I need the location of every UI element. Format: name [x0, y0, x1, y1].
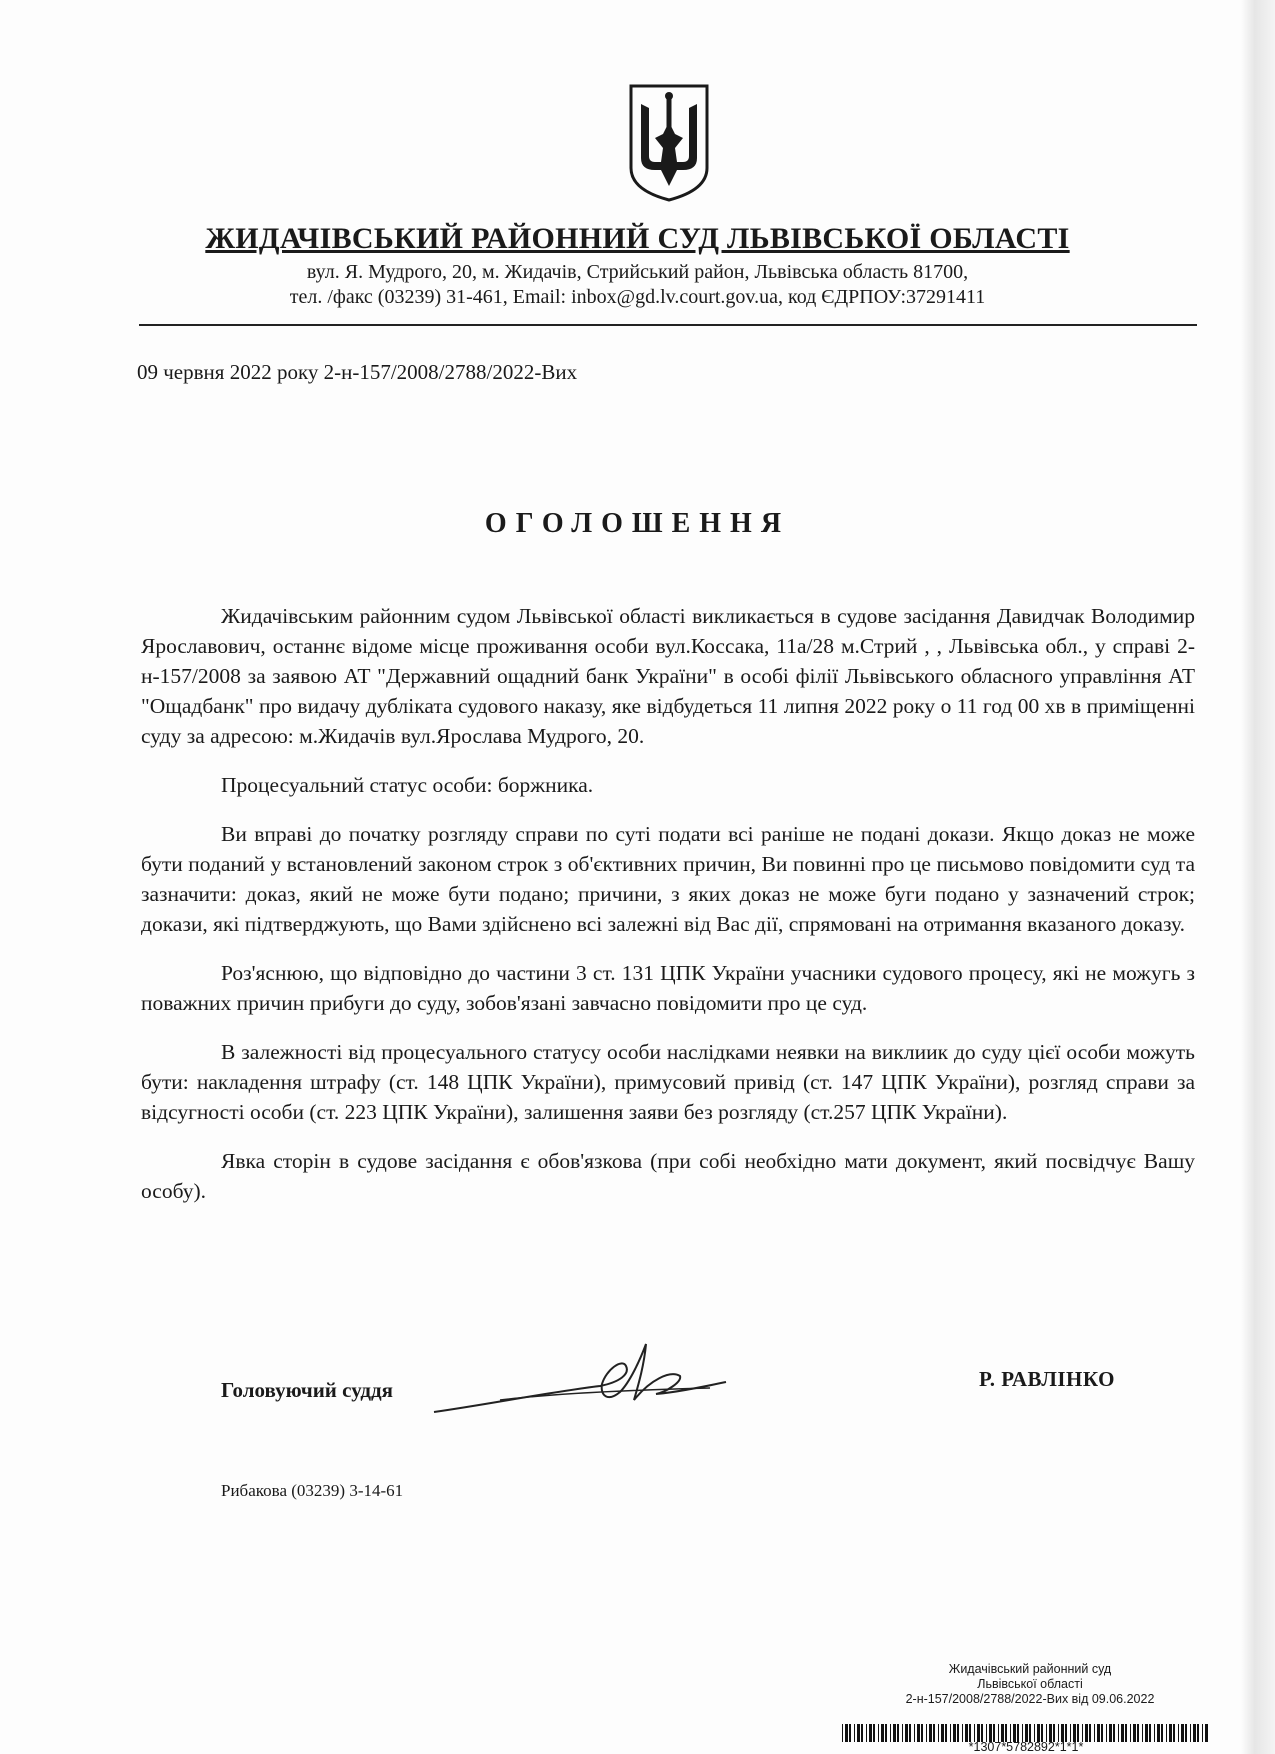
paragraph-consequences: В залежності від процесуального статусу особи наслідками неявки на виклиик до суду цієї особи можуть бути: накладення штрафу (ст. 148 ЦПК України), примусовий привід (ст. 147 ЦПК України), розгляд справи за відсугності особи (ст. 223 ЦПК України), залишення заяви без розгляду (ст.257 ЦПК України). [141, 1040, 1195, 1124]
handwritten-signature [430, 1336, 730, 1426]
stamp-region: Львівської області [977, 1677, 1083, 1691]
court-address: вул. Я. Мудрого, 20, м. Жидачів, Стрийський район, Львівська область 81700, [306, 261, 969, 283]
court-name-heading: ЖИДАЧІВСЬКИЙ РАЙОННИЙ СУД ЛЬВІВСЬКОЇ ОБЛАСТІ [205, 222, 1070, 255]
stamp-reference: 2-н-157/2008/2788/2022-Вих від 09.06.2022 [905, 1692, 1155, 1706]
barcode-number: *1307*5782892*1*1* [968, 1740, 1084, 1754]
registration-stamp [830, 1662, 1230, 1707]
ukraine-coat-of-arms-icon [625, 82, 713, 204]
paragraph-summons: Жидачівським районним судом Львівської області викликається в судове засідання Давидчак Володимир Ярославович, останнє відоме місце проживання особи вул.Коссака, 11а/28 м.Стрий , , Львівська обл., у справі 2-н-157/2008 за заявою АТ "Державний ощадний банк України" в особі філії Львівського обласного управління АТ "Ощадбанк" про видачу дубліката судового наказу, яке відбудеться 11 липня 2022 року о 11 год 00 хв в приміщенні суду за адресою: м.Жидачів вул.Ярослава Мудрого, 20. [141, 604, 1195, 748]
paragraph-status: Процесуальний статус особи: боржника. [221, 773, 594, 797]
stamp-court: Жидачівський районний суд [948, 1662, 1112, 1676]
paragraph-explanation: Роз'яснюю, що відповідно до частини 3 ст. 131 ЦПК України учасники судового процесу, які не можугь з поважних причин прибуги до суду, зобов'язані завчасно повідомити про це суд. [141, 961, 1195, 1015]
signature-role: Головуючий суддя [221, 1378, 393, 1402]
paragraph-attendance: Явка сторін в судове засідання є обов'язкова (при собі необхідно мати документ, який посвідчує Вашу особу). [141, 1149, 1195, 1203]
announcement-body [141, 601, 1195, 1225]
date-reference: 09 червня 2022 року 2-н-157/2008/2788/2022-Вих [137, 360, 578, 384]
judge-name: Р. РАВЛІНКО [979, 1367, 1115, 1391]
court-contacts: тел. /факс (03239) 31-461, Email: inbox@gd.lv.court.gov.ua, код ЄДРПОУ:37291411 [289, 286, 986, 308]
paragraph-evidence: Ви вправі до початку розгляду справи по суті подати всі раніше не подані докази. Якщо доказ не може бути поданий у встановлений законом строк з об'єктивних причин, Ви повинні про це письмово повідомити суд та зазначити: доказ, який не може бути подано; причини, з яких доказ не може буги подано у зазначений строк; докази, які підтверджують, що Вами здійснено всі залежні від Вас дії, спрямовані на отримання вказаного доказу. [141, 822, 1195, 936]
header-divider [139, 324, 1197, 326]
executor-contact: Рибакова (03239) 3-14-61 [221, 1481, 404, 1500]
document-title: ОГОЛОШЕННЯ [484, 508, 791, 539]
